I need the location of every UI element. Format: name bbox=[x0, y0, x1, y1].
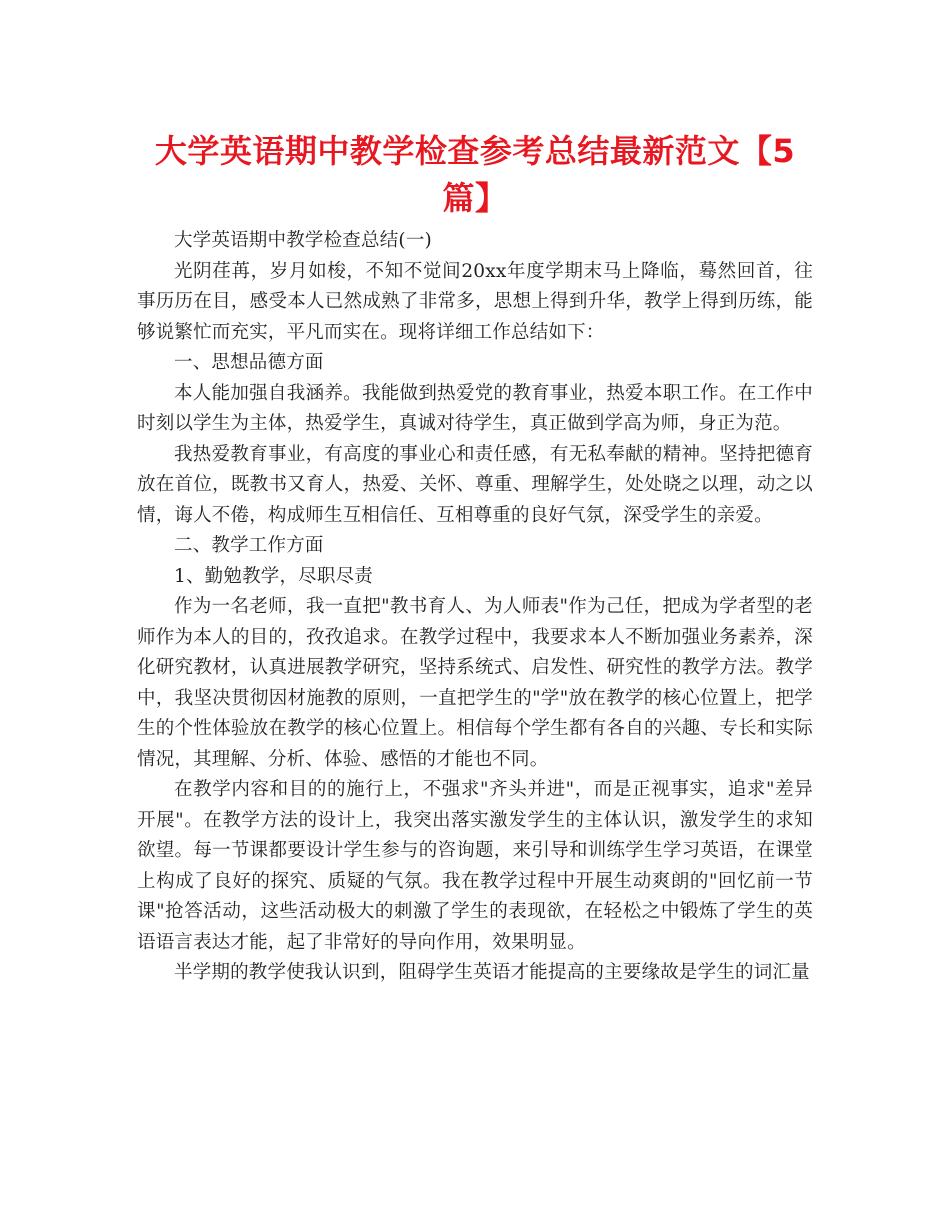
subsection-heading-diligent: 1、勤勉教学，尽职尽责 bbox=[174, 565, 373, 587]
paragraph-teaching-2: 在教学内容和目的的施行上，不强求"齐头并进"，而是正视事实，追求"差异开展"。在教学方法的设计上，我突出落实激发学生的主体认识，激发学生的求知欲望。每一节课都要设计学生参与的咨询题，来引导和训练学生学习英语，在课堂上构成了良好的探究、质疑的气氛。我在教学过程中开展生动爽朗的"回忆前一节课"抢答活动，这些活动极大的刺激了学生的表现欲，在轻松之中锻炼了学生的英语语言表达才能，起了非常好的导向作用，效果明显。 bbox=[137, 779, 813, 953]
document-page bbox=[137, 128, 813, 989]
paragraph-teaching-3: 半学期的教学使我认识到，阻碍学生英语才能提高的主要缘故是学生的词汇量 bbox=[174, 962, 810, 983]
paragraph-teaching-1: 作为一名老师，我一直把"教书育人、为人师表"作为己任，把成为学者型的老师作为本人的目的，孜孜追求。在教学过程中，我要求本人不断加强业务素养，深化研究教材，认真进展教学研究，坚持系统式、启发性、研究性的教学方法。教学中，我坚决贯彻因材施教的原则，一直把学生的"学"放在教学的核心位置上，把学生的个性体验放在教学的核心位置上。相信每个学生都有各自的兴趣、专长和实际情况，其理解、分析、体验、感悟的才能也不同。 bbox=[137, 596, 813, 770]
document-title: 大学英语期中教学检查参考总结最新范文【5篇】 bbox=[154, 132, 796, 217]
section-heading-ideology: 一、思想品德方面 bbox=[174, 352, 324, 373]
paragraph-intro: 光阴荏苒，岁月如梭，不知不觉间20xx年度学期末马上降临，蓦然回首，往事历历在目，感受本人已然成熟了非常多，思想上得到升华，教学上得到历练，能够说繁忙而充实，平凡而实在。现将详细工作总结如下： bbox=[137, 260, 813, 343]
paragraph-ideology-2: 我热爱教育事业，有高度的事业心和责任感，有无私奉献的精神。坚持把德育放在首位，既教书又育人，热爱、关怀、尊重、理解学生，处处晓之以理，动之以情，诲人不倦，构成师生互相信任、互相尊重的良好气氛，深受学生的亲爱。 bbox=[137, 443, 813, 526]
paragraph-ideology-1: 本人能加强自我涵养。我能做到热爱党的教育事业，热爱本职工作。在工作中时刻以学生为主体，热爱学生，真诚对待学生，真正做到学高为师，身正为范。 bbox=[137, 382, 813, 434]
section-heading-summary-one: 大学英语期中教学检查总结(一) bbox=[174, 230, 432, 251]
document-body bbox=[137, 226, 813, 989]
section-heading-teaching: 二、教学工作方面 bbox=[174, 535, 324, 556]
